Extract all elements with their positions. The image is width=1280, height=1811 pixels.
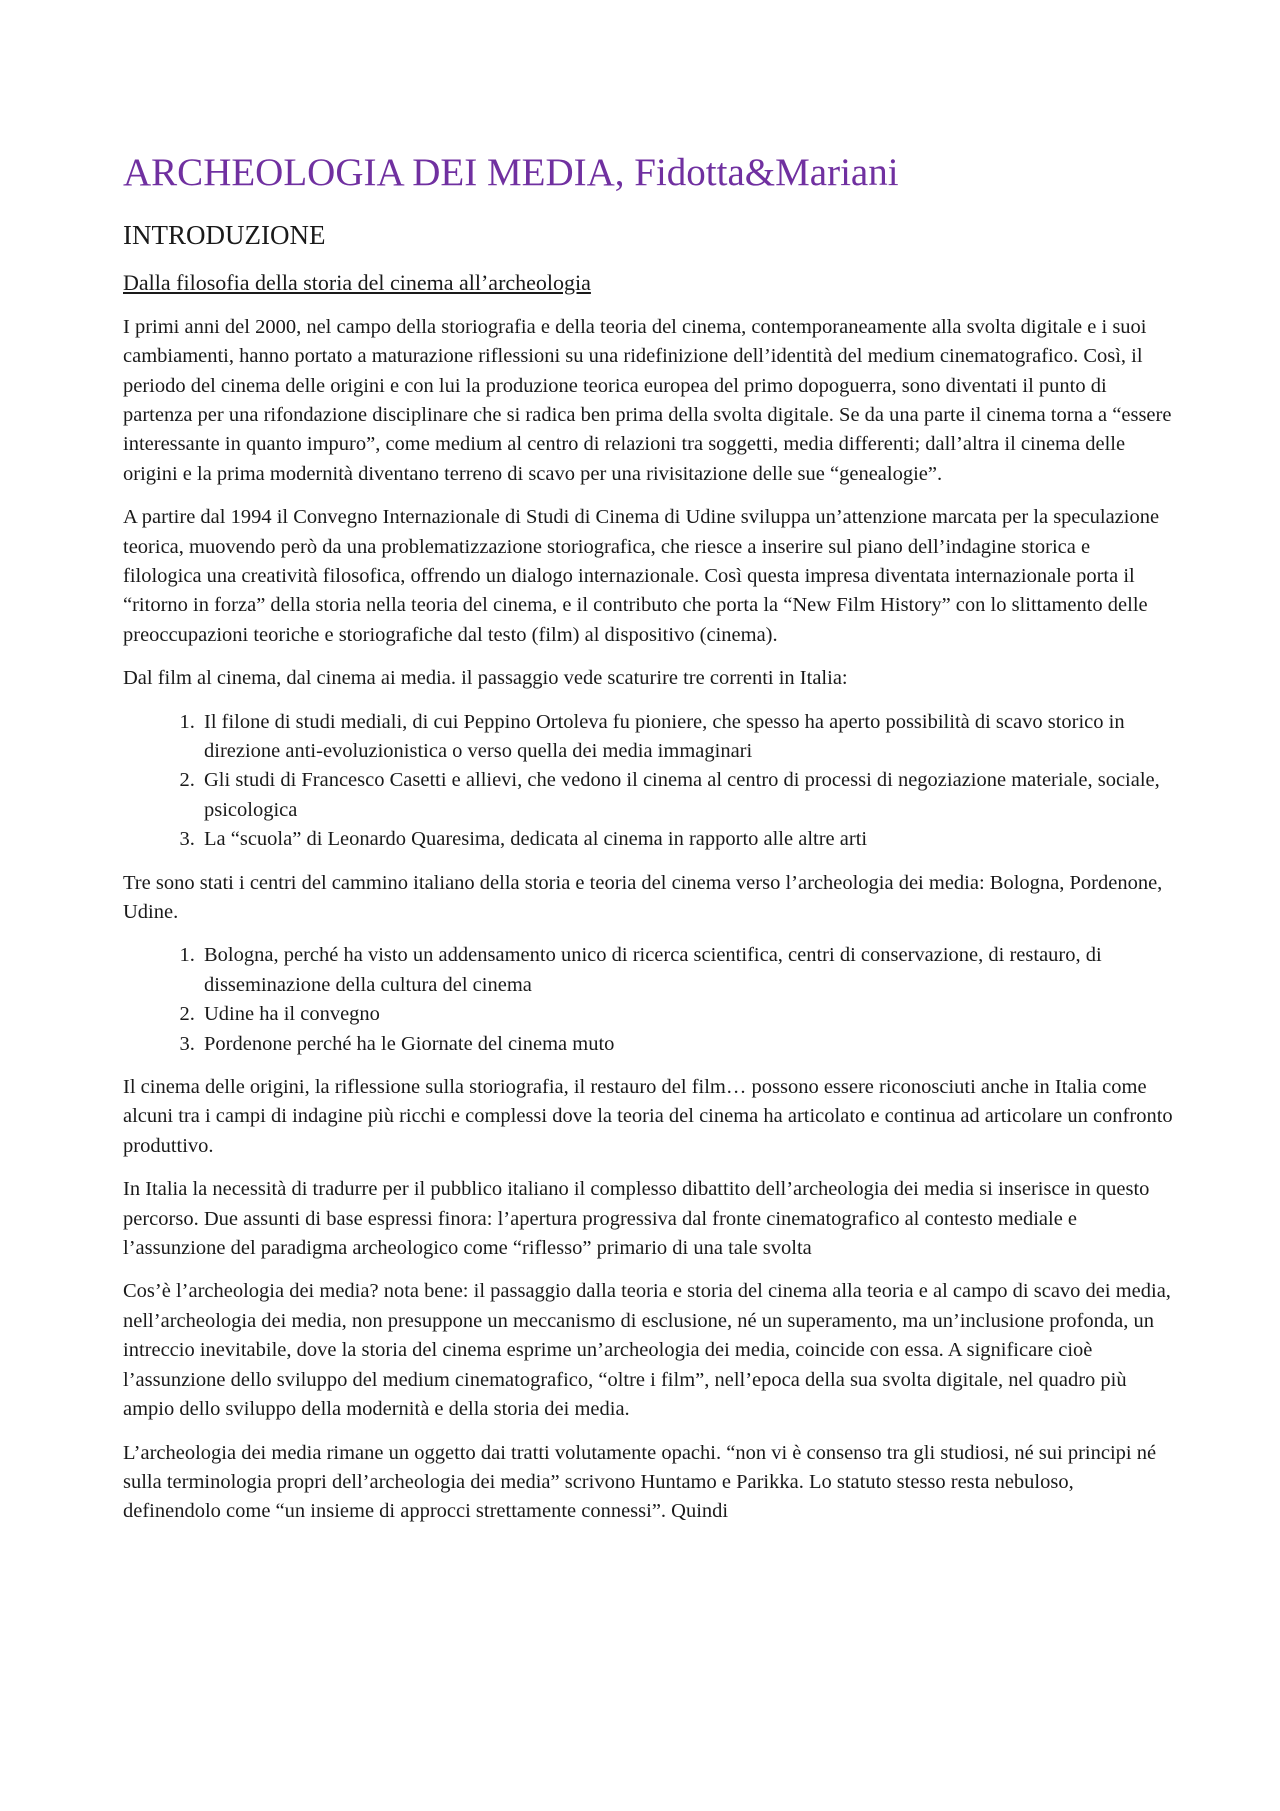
paragraph: Cos’è l’archeologia dei media? nota bene: il passaggio dalla teoria e storia del cinema alla teoria e al campo di scavo dei media, nell’archeologia dei media, non presuppone un meccanismo di esclusione, né un superamento, ma un’inclusione profonda, un intreccio inevitabile, dove la storia del cinema esprime un’archeologia dei media, coincide con essa. A significare cioè l’assunzione dello sviluppo del medium cinematografico, “oltre i film”, nell’epoca della sua svolta digitale, nel quadro più ampio dello sviluppo della modernità e della storia dei media. <box>123 1280 1171 1421</box>
currents-list <box>123 708 1173 855</box>
list-item: 2. Udine ha il convegno <box>200 1000 1173 1029</box>
paragraph: In Italia la necessità di tradurre per il pubblico italiano il complesso dibattito dell’archeologia dei media si inserisce in questo percorso. Due assunti di base espressi finora: l’apertura progressiva dal fronte cinematografico al contesto mediale e l’assunzione del paradigma archeologico come “riflesso” primario di una tale svolta <box>123 1178 1150 1260</box>
paragraph: L’archeologia dei media rimane un oggetto dai tratti volutamente opachi. “non vi è consenso tra gli studiosi, né sui principi né sulla terminologia propri dell’archeologia dei media” scrivono Huntamo e Parikka. Lo statuto stesso resta nebuloso, definendolo come “un insieme di approcci strettamente connessi”. Quindi <box>123 1441 1157 1523</box>
paragraph: I primi anni del 2000, nel campo della storiografia e della teoria del cinema, contemporaneamente alla svolta digitale e i suoi cambiamenti, hanno portato a maturazione riflessioni su una ridefinizione dell’identità del medium cinematografico. Così, il periodo del cinema delle origini e con lui la produzione teorica europea del primo dopoguerra, sono diventati il punto di partenza per una rifondazione disciplinare che si radica ben prima della svolta digitale. Se da una parte il cinema torna a “essere interessante in quanto impuro”, come medium al centro di relazioni tra soggetti, media differenti; dall’altra il cinema delle origini e la prima modernità diventano terreno di scavo per una rivisitazione delle sue “genealogie”. <box>123 315 1172 485</box>
list-item: 1. Bologna, perché ha visto un addensamento unico di ricerca scientifica, centri di conservazione, di restauro, di disseminazione della cultura del cinema <box>200 941 1173 1000</box>
paragraph: Il cinema delle origini, la riflessione sulla storiografia, il restauro del film… possono essere riconosciuti anche in Italia come alcuni tra i campi di indagine più ricchi e complessi dove la teoria del cinema ha articolato e continua ad articolare un confronto produttivo. <box>123 1076 1173 1157</box>
section-heading: INTRODUZIONE <box>123 219 326 250</box>
list-item: 2. Gli studi di Francesco Casetti e allievi, che vedono il cinema al centro di processi di negoziazione materiale, sociale, psicologica <box>200 766 1173 825</box>
list-item: 1. Il filone di studi mediali, di cui Peppino Ortoleva fu pioniere, che spesso ha aperto possibilità di scavo storico in direzione anti-evoluzionistica o verso quella dei media immaginari <box>200 708 1173 767</box>
sub-heading: Dalla filosofia della storia del cinema all’archeologia <box>123 270 591 296</box>
list-item: 3. La “scuola” di Leonardo Quaresima, dedicata al cinema in rapporto alle altre arti <box>200 825 1173 854</box>
document-page <box>123 150 1173 1541</box>
paragraph: Dal film al cinema, dal cinema ai media. il passaggio vede scaturire tre correnti in Italia: <box>123 667 848 690</box>
paragraph: Tre sono stati i centri del cammino italiano della storia e teoria del cinema verso l’archeologia dei media: Bologna, Pordenone, Udine. <box>123 871 1163 923</box>
document-title: ARCHEOLOGIA DEI MEDIA, Fidotta&Mariani <box>123 151 899 194</box>
centers-list <box>123 941 1173 1059</box>
paragraph: A partire dal 1994 il Convegno Internazionale di Studi di Cinema di Udine sviluppa un’attenzione marcata per la speculazione teorica, muovendo però da una problematizzazione storiografica, che riesce a inserire sul piano dell’indagine storica e filologica una creatività filosofica, offrendo un dialogo internazionale. Così questa impresa diventata internazionale porta il “ritorno in forza” della storia nella teoria del cinema, e il contributo che porta la “New Film History” con lo slittamento delle preoccupazioni teoriche e storiografiche dal testo (film) al dispositivo (cinema). <box>123 506 1160 646</box>
list-item: 3. Pordenone perché ha le Giornate del cinema muto <box>200 1030 1173 1059</box>
